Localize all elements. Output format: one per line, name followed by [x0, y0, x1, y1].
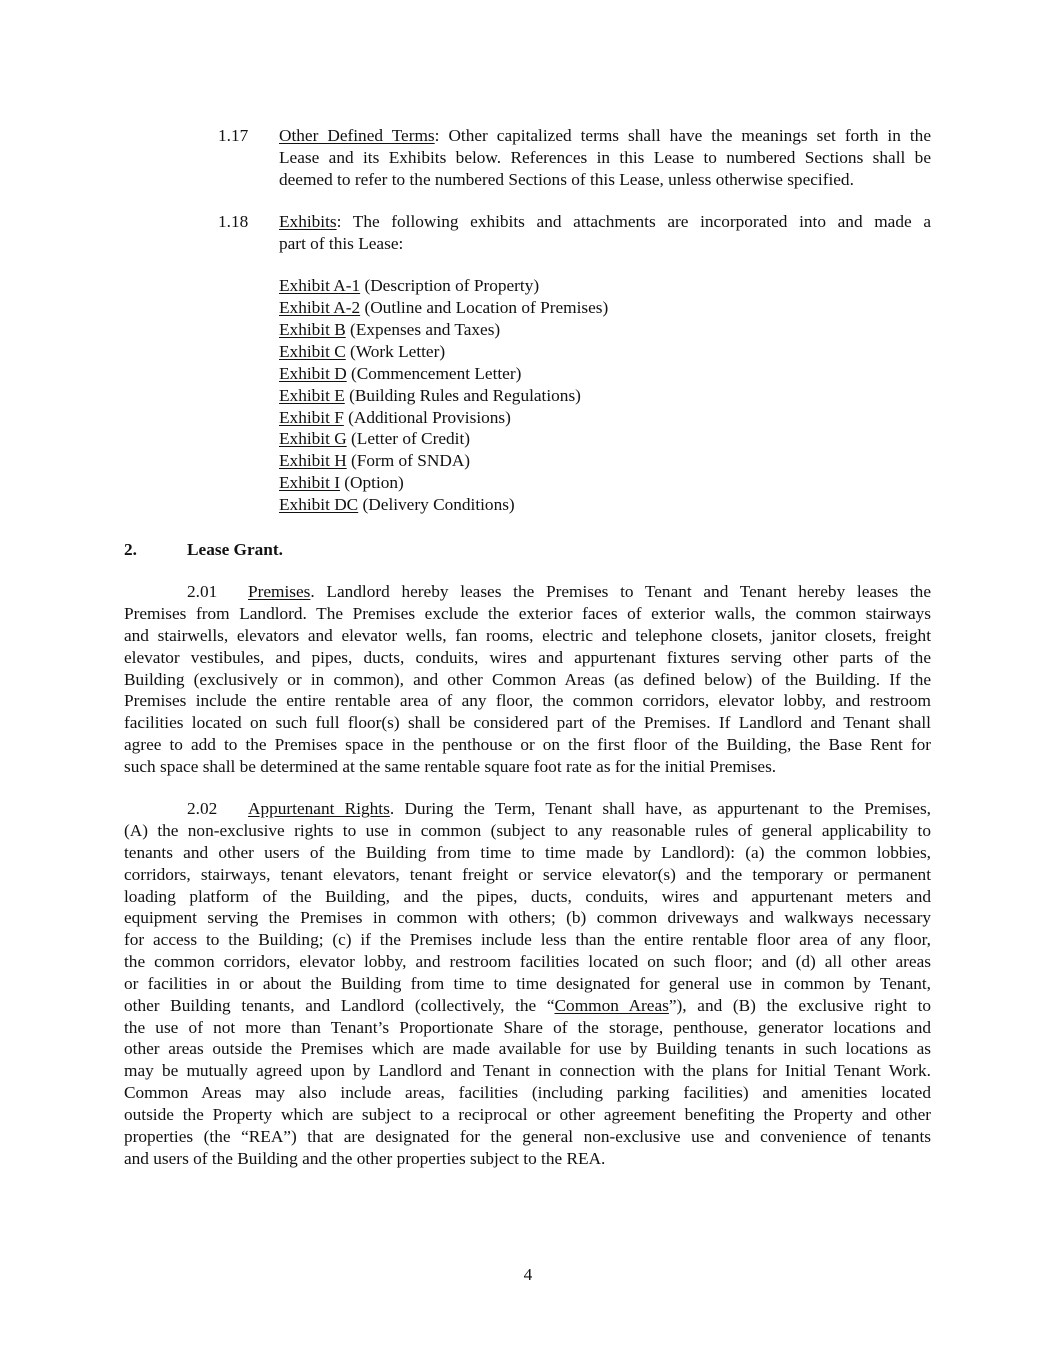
exhibit-list-item: Exhibit I (Option) — [279, 473, 404, 492]
section-2-02-line: for access to the Building; (c) if the Premises include less than the entire rentable floor area of any floor, — [124, 930, 931, 949]
article-2-number: 2. — [124, 540, 137, 559]
section-2-02-line: properties (the “REA”) that are designated for the general non-exclusive use and convenience of tenants — [124, 1127, 931, 1146]
section-2-02-line: corridors, stairways, tenant elevators, tenant freight or service elevator(s) and the temporary or permanent — [124, 865, 931, 884]
section-1-17-title: Other Defined Terms — [279, 126, 435, 145]
section-2-02-line: other Building tenants, and Landlord (collectively, the “Common Areas”), and (B) the exclusive right to — [124, 996, 932, 1015]
exhibit-link[interactable]: Exhibit H — [279, 451, 347, 470]
exhibit-link[interactable]: Exhibit C — [279, 342, 346, 361]
section-2-02-line-last: and users of the Building and the other properties subject to the REA. — [124, 1149, 606, 1168]
section-2-01-number: 2.01 — [187, 582, 218, 601]
section-1-17-line-2: Lease and its Exhibits below. References in this Lease to numbered Sections shall be — [279, 148, 931, 167]
section-1-17-number: 1.17 — [218, 126, 249, 145]
exhibit-link[interactable]: Exhibit G — [279, 429, 347, 448]
section-2-01-line: elevator vestibules, and pipes, ducts, conduits, wires and appurtenant fixtures serving other parts of the — [124, 648, 931, 667]
section-2-01-line-1: Premises. Landlord hereby leases the Premises to Tenant and Tenant hereby leases the — [248, 582, 931, 601]
section-2-02-line-1: Appurtenant Rights. During the Term, Tenant shall have, as appurtenant to the Premises, — [248, 799, 932, 818]
section-2-02-line: Common Areas may also include areas, facilities (including parking facilities) and amenities located — [124, 1083, 931, 1102]
exhibit-link[interactable]: Exhibit E — [279, 386, 345, 405]
section-2-02-line: may be mutually agreed upon by Landlord and Tenant in connection with the plans for Initial Tenant Work. — [124, 1061, 931, 1080]
section-2-01-line: and stairwells, elevators and elevator wells, fan rooms, electric and telephone closets, janitor closets, freight — [124, 626, 931, 645]
section-2-02-line: outside the Property which are subject to a reciprocal or other agreement benefiting the Property and other — [124, 1105, 931, 1124]
page-number: 4 — [523, 1265, 533, 1284]
exhibit-link[interactable]: Exhibit F — [279, 408, 344, 427]
exhibit-list-item: Exhibit H (Form of SNDA) — [279, 451, 471, 470]
exhibit-list-item: Exhibit C (Work Letter) — [279, 342, 446, 361]
section-2-02-line: or facilities in or about the Building from time to time designated for general use in common by Tenant, — [124, 974, 931, 993]
section-2-02-line: other areas outside the Premises which are made available for use by Building tenants in such locations as — [124, 1039, 931, 1058]
article-2-heading: Lease Grant. — [187, 540, 283, 559]
exhibit-list-item: Exhibit A-2 (Outline and Location of Premises) — [279, 298, 609, 317]
section-2-01-line: agree to add to the Premises space in the penthouse or on the first floor of the Building, the Base Rent for — [124, 735, 931, 754]
section-2-01-line: Building (exclusively or in common), and other Common Areas (as defined below) of the Building. If the — [124, 670, 931, 689]
exhibit-list-item: Exhibit D (Commencement Letter) — [279, 364, 522, 383]
common-areas-defined-term: Common Areas — [554, 996, 669, 1015]
section-2-02-line: equipment serving the Premises in common with others; (b) common driveways and walkways necessary — [124, 908, 931, 927]
section-2-02-line: tenants and other users of the Building from time to time made by Landlord): (a) the common lobbies, — [124, 843, 931, 862]
exhibit-link[interactable]: Exhibit A-1 — [279, 276, 361, 295]
exhibit-link[interactable]: Exhibit I — [279, 473, 340, 492]
section-2-02-line: loading platform of the Building, and the pipes, ducts, conduits, wires and appurtenant meters and — [124, 887, 931, 906]
exhibit-list-item: Exhibit B (Expenses and Taxes) — [279, 320, 501, 339]
section-2-01-title: Premises — [248, 582, 311, 601]
section-2-02-line: (A) the non-exclusive rights to use in common (subject to any reasonable rules of general applicability to — [124, 821, 931, 840]
exhibit-list-item: Exhibit E (Building Rules and Regulations) — [279, 386, 581, 405]
section-1-17-line-3: deemed to refer to the numbered Sections of this Lease, unless otherwise specified. — [279, 170, 854, 189]
section-1-18-line-2: part of this Lease: — [279, 234, 404, 253]
exhibit-link[interactable]: Exhibit DC — [279, 495, 359, 514]
section-1-18-number: 1.18 — [218, 212, 249, 231]
exhibit-list-item: Exhibit G (Letter of Credit) — [279, 429, 471, 448]
exhibit-list-item: Exhibit F (Additional Provisions) — [279, 408, 511, 427]
section-2-02-line: the common corridors, elevator lobby, and restroom facilities located on such floor; and (d) all other areas — [124, 952, 931, 971]
section-2-02-line: the use of not more than Tenant’s Proportionate Share of the storage, penthouse, generator locations and — [124, 1018, 931, 1037]
section-2-01-line: Premises include the entire rentable area of any floor, the common corridors, elevator lobby, and restroom — [124, 691, 931, 710]
section-2-01-line: such space shall be determined at the same rentable square foot rate as for the initial Premises. — [124, 757, 777, 776]
section-1-17-line-1: Other Defined Terms: Other capitalized terms shall have the meanings set forth in the — [279, 126, 931, 145]
exhibit-list-item: Exhibit A-1 (Description of Property) — [279, 276, 540, 295]
section-1-18-title: Exhibits — [279, 212, 337, 231]
exhibit-link[interactable]: Exhibit A-2 — [279, 298, 361, 317]
section-2-02-title: Appurtenant Rights — [248, 799, 390, 818]
section-2-02-number: 2.02 — [187, 799, 218, 818]
exhibit-link[interactable]: Exhibit B — [279, 320, 346, 339]
section-2-01-line: Premises from Landlord. The Premises exclude the exterior faces of exterior walls, the common stairways — [124, 604, 931, 623]
exhibit-list-item: Exhibit DC (Delivery Conditions) — [279, 495, 515, 514]
section-2-01-line: facilities located on such full floor(s) shall be considered part of the Premises. If Landlord and Tenant shall — [124, 713, 931, 732]
exhibit-link[interactable]: Exhibit D — [279, 364, 347, 383]
section-1-18-line-1: Exhibits: The following exhibits and attachments are incorporated into and made a — [279, 212, 931, 231]
